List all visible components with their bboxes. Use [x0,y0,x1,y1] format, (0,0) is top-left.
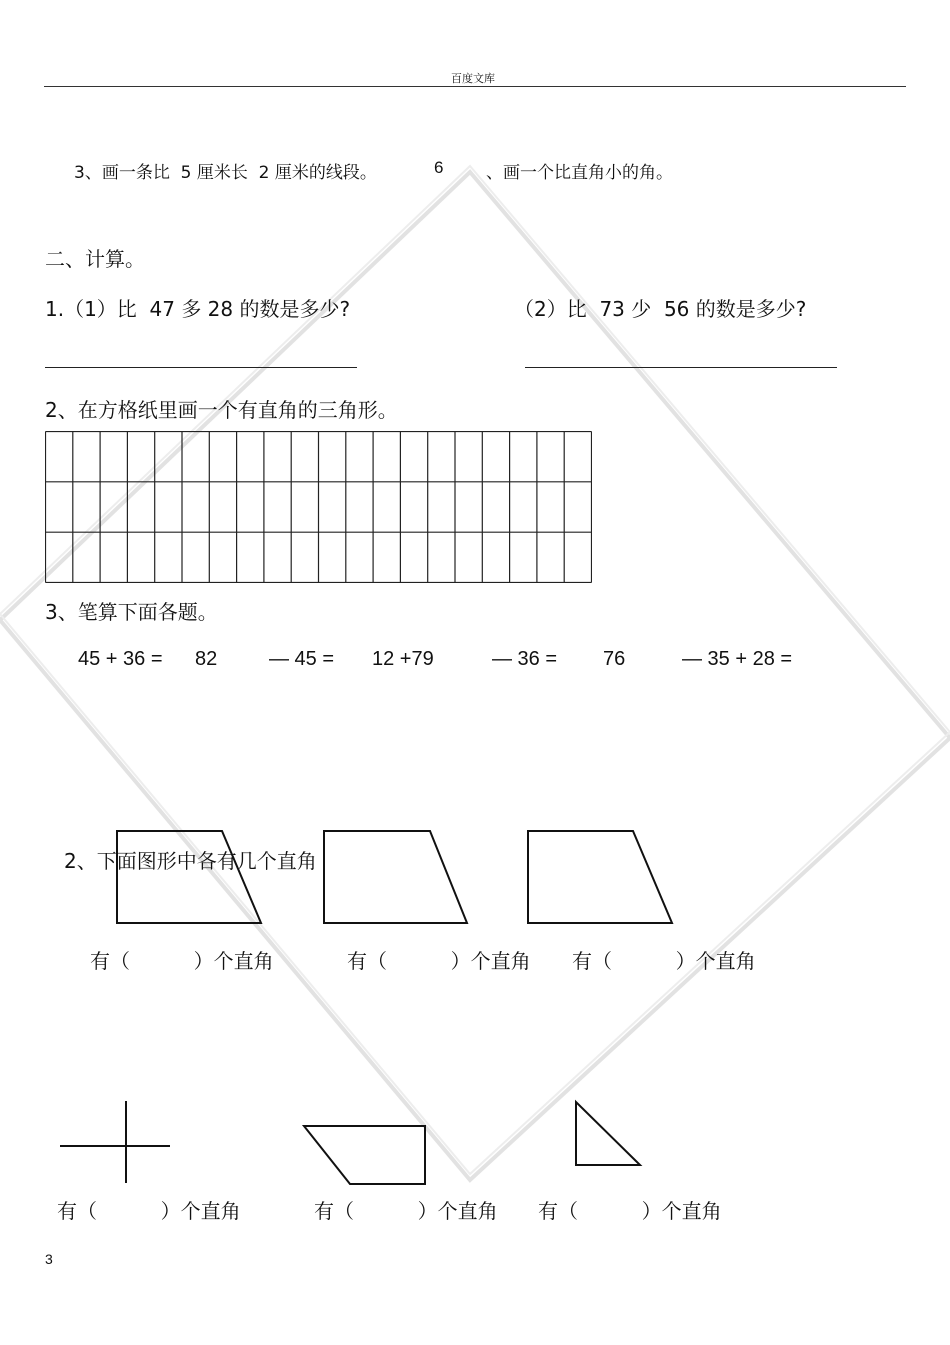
expression-4-start: 76 [603,648,626,670]
answer-row2-item2: 有（ ）个直角 [314,1199,498,1223]
answer-row2-item3: 有（ ）个直角 [538,1199,722,1223]
expression-4-end: — 35 + 28 = [682,648,793,670]
shape-trapezoid-1 [117,831,261,923]
question-1-part-1: 1.（1）比 47 多 28 的数是多少? [45,297,351,321]
page-number: 3 [45,1251,53,1267]
expression-3-start: 12 +79 [372,648,434,670]
section-calculation-title: 二、计算。 [45,247,145,271]
header-title: 百度文库 [451,72,495,85]
expression-1: 45 + 36 = [78,648,163,670]
question-6-number: 6 [434,158,444,177]
shape-right-triangle [576,1102,640,1165]
question-draw-angle: 、画一个比直角小的角。 [486,163,673,183]
question-draw-segment: 3、画一条比 5 厘米长 2 厘米的线段。 [74,163,377,183]
question-3-written-calc: 3、笔算下面各题。 [45,600,218,624]
question-2-grid-triangle: 2、在方格纸里画一个有直角的三角形。 [45,398,398,422]
shape-trapezoid-4 [304,1126,425,1184]
answer-row1-item3: 有（ ）个直角 [572,949,756,973]
answer-row1-item2: 有（ ）个直角 [347,949,531,973]
expression-2-start: 82 [195,648,218,670]
expression-2-end: — 45 = [269,648,335,670]
shape-trapezoid-3 [528,831,672,923]
question-1-part-2: （2）比 73 少 56 的数是多少? [514,297,807,321]
answer-row1-item1: 有（ ）个直角 [90,949,274,973]
expression-3-end: — 36 = [492,648,558,670]
answer-row2-item1: 有（ ）个直角 [57,1199,241,1223]
shape-trapezoid-2 [324,831,467,923]
question-right-angles-title: 2、下面图形中各有几个直角 [64,849,317,873]
